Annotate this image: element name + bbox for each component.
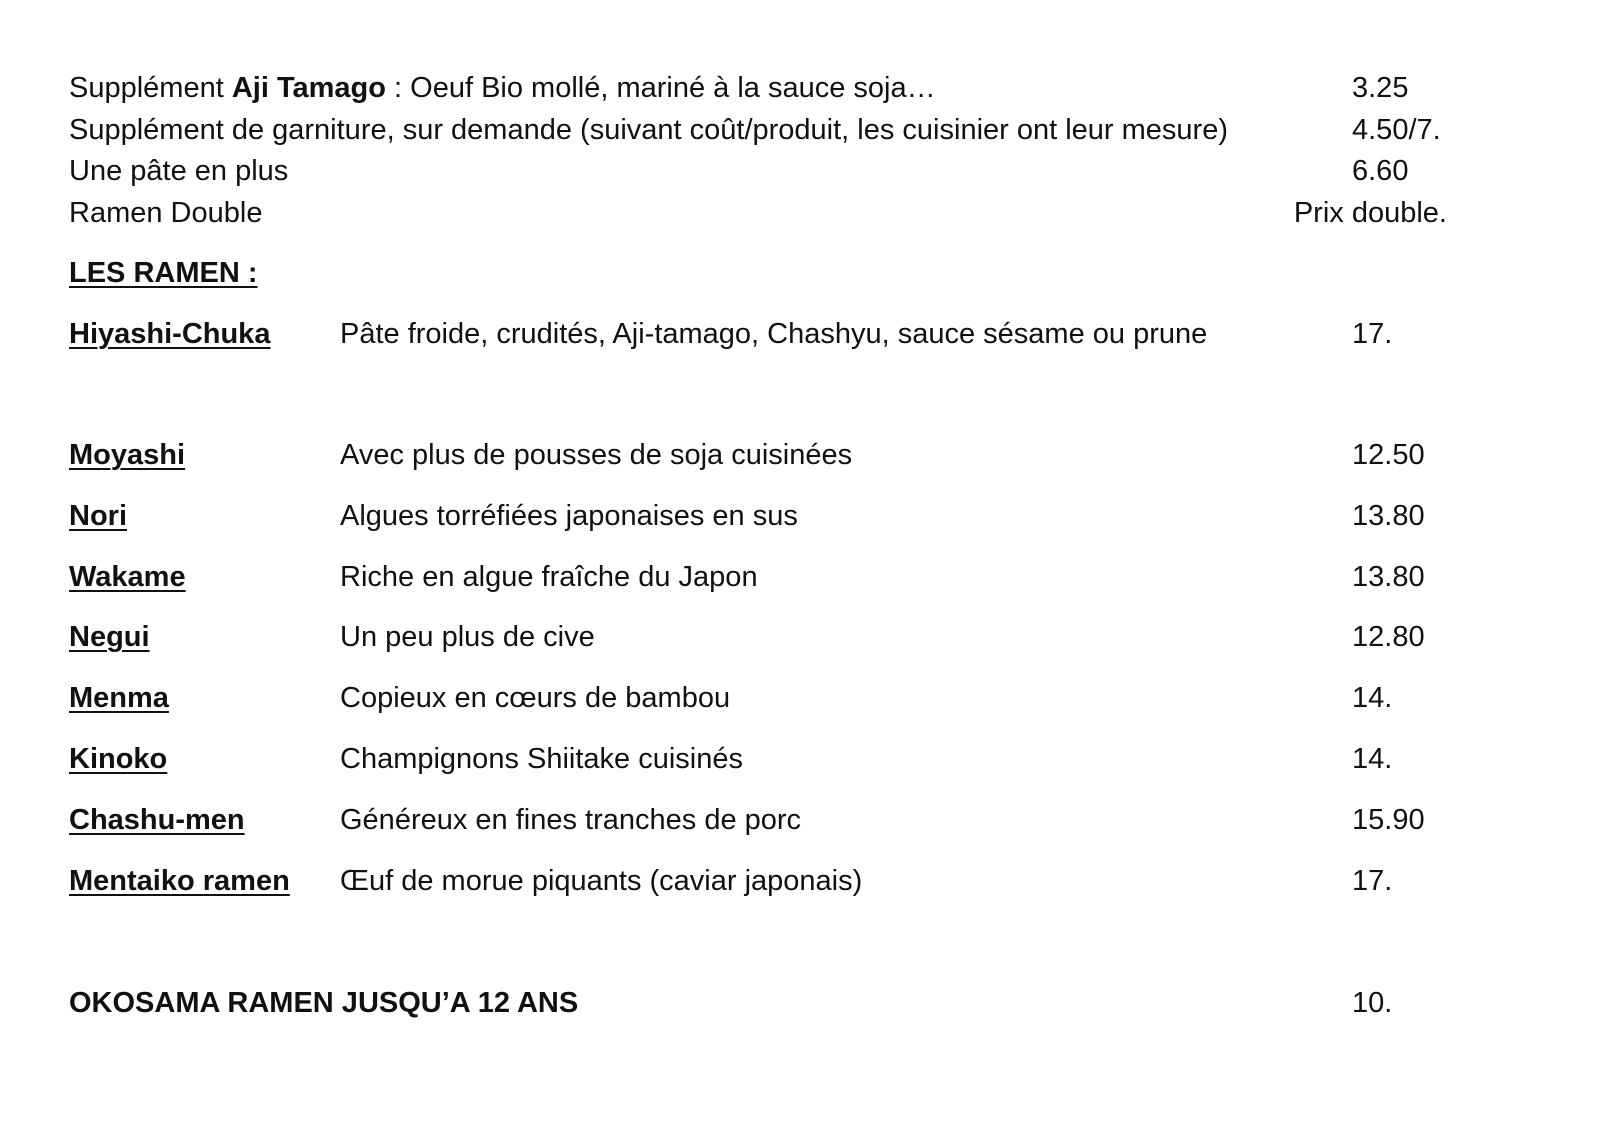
ramen-description: Avec plus de pousses de soja cuisinées bbox=[340, 439, 853, 471]
ramen-name: Menma bbox=[69, 682, 169, 714]
ramen-description: Généreux en fines tranches de porc bbox=[340, 804, 802, 836]
supplement-text: Ramen Double bbox=[69, 197, 263, 229]
ramen-name: Hiyashi-Chuka bbox=[69, 318, 271, 350]
ramen-description: Œuf de morue piquants (caviar japonais) bbox=[340, 865, 863, 897]
ramen-price: 14. bbox=[1352, 743, 1393, 775]
ramen-description: Copieux en cœurs de bambou bbox=[340, 682, 731, 714]
section-heading: LES RAMEN : bbox=[69, 257, 258, 289]
supplement-aji-tamago bbox=[69, 70, 936, 106]
kids-ramen-label: OKOSAMA RAMEN JUSQU’A 12 ANS bbox=[69, 987, 579, 1019]
supplement-price: 6.60 bbox=[1352, 155, 1409, 187]
ramen-description: Pâte froide, crudités, Aji-tamago, Chashyu, sauce sésame ou prune bbox=[340, 318, 1208, 350]
supplement-description: : Oeuf Bio mollé, mariné à la sauce soja… bbox=[385, 72, 936, 104]
ramen-description: Un peu plus de cive bbox=[340, 621, 595, 653]
ramen-price: 17. bbox=[1352, 865, 1393, 897]
supplement-text: Supplément de garniture, sur demande (suivant coût/produit, les cuisinier ont leur mesure) bbox=[69, 114, 1228, 146]
supplement-price: Prix double. bbox=[1293, 197, 1447, 229]
supplement-price: 3.25 bbox=[1352, 72, 1409, 104]
ramen-name: Chashu-men bbox=[69, 804, 245, 836]
ramen-price: 13.80 bbox=[1352, 561, 1425, 593]
ramen-name: Mentaiko ramen bbox=[69, 865, 290, 897]
ramen-price: 12.50 bbox=[1352, 439, 1425, 471]
ramen-price: 17. bbox=[1352, 318, 1393, 350]
ramen-description: Riche en algue fraîche du Japon bbox=[340, 561, 758, 593]
supplement-price: 4.50/7. bbox=[1352, 114, 1441, 146]
ramen-name: Moyashi bbox=[69, 439, 186, 471]
ramen-name: Nori bbox=[69, 500, 127, 532]
ramen-price: 14. bbox=[1352, 682, 1393, 714]
supplement-ramen-double bbox=[69, 195, 262, 231]
ramen-price: 12.80 bbox=[1352, 621, 1425, 653]
supplement-pate bbox=[69, 153, 288, 189]
ramen-price: 15.90 bbox=[1352, 804, 1425, 836]
ramen-description: Algues torréfiées japonaises en sus bbox=[340, 500, 798, 532]
supplement-text: Supplément bbox=[69, 72, 232, 104]
ramen-name: Wakame bbox=[69, 561, 186, 593]
ramen-price: 13.80 bbox=[1352, 500, 1425, 532]
ramen-name: Negui bbox=[69, 621, 150, 653]
ramen-name: Kinoko bbox=[69, 743, 168, 775]
supplement-bold-name: Aji Tamago bbox=[231, 72, 386, 104]
supplement-text: Une pâte en plus bbox=[69, 155, 289, 187]
kids-ramen-price: 10. bbox=[1352, 987, 1393, 1019]
supplement-garniture bbox=[69, 112, 1228, 148]
ramen-description: Champignons Shiitake cuisinés bbox=[340, 743, 743, 775]
